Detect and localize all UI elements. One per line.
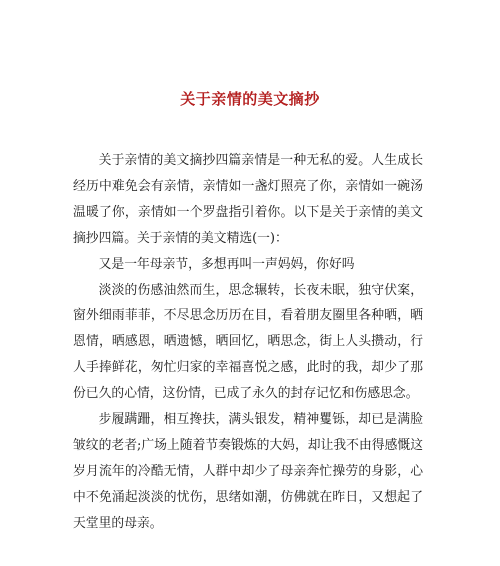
paragraph: 步履蹒跚，相互搀扶，满头银发，精神矍铄，却已是满脸皱纹的老者;广场上随着节奏锻炼的大妈，却让我不由得感慨这岁月流年的冷酷无情，人群中却少了母亲奔忙操劳的身影，心中不免涌起淡淡的忧伤，思绪如潮，仿佛就在昨日，又想起了天堂里的母亲。 [73, 412, 423, 531]
document-title: 关于亲情的美文摘抄 [180, 90, 320, 108]
paragraph: 关于亲情的美文摘抄四篇亲情是一种无私的爱。人生成长经历中难免会有亲情，亲情如一盏灯照亮了你，亲情如一碗汤温暖了你，亲情如一个罗盘指引着你。以下是关于亲情的美文摘抄四篇。关于亲情的美文精选(一)： [73, 153, 423, 246]
paragraph: 淡淡的伤感油然而生，思念辗转，长夜未眠，独守伏案，窗外细雨菲菲，不尽思念历历在目，看着朋友圈里各种晒，晒恩情，晒感恩，晒遗憾，晒回忆，晒思念，街上人头攒动，行人手捧鲜花，匆忙归家的幸福喜悦之感，此时的我，却少了那份已久的心情，这份情，已成了永久的封存记忆和伤感思念。 [73, 282, 423, 402]
paragraph: 又是一年母亲节，多想再叫一声妈妈，你好吗 [98, 256, 355, 272]
document-body [73, 148, 423, 537]
